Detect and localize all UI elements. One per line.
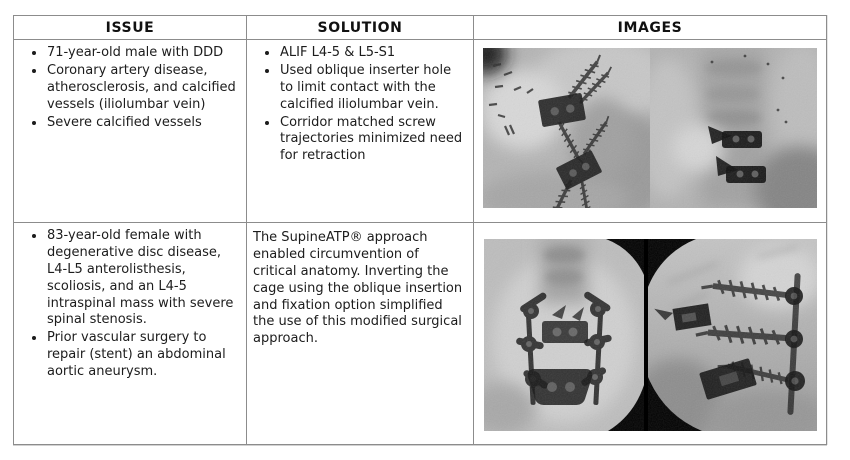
bullet-item: • Used oblique inserter hole to limit contact with the calcified iliolumbar vein. — [279, 63, 467, 114]
column-header-images — [474, 16, 826, 40]
solution-bullet-list-case1 — [251, 45, 467, 165]
bullet-item: • 71-year-old male with DDD — [46, 45, 240, 62]
issue-cell-case2 — [14, 223, 247, 444]
column-header-solution-label: SOLUTION — [317, 19, 403, 36]
solution-paragraph-case2: The SupineATP® approach enabled circumvention of critical anatomy. Inverting the cage using the oblique insertion and fixation option simplified the use of this modified surgical approach. — [253, 230, 463, 347]
xray-ap-alif-cages-graphic — [650, 48, 817, 208]
xray-lateral-posterior-fixation-graphic — [648, 239, 817, 431]
xray-image-pair-case1 — [483, 48, 817, 208]
xray-lateral-alif-cages-image — [483, 48, 650, 208]
solution-cell-case2 — [247, 223, 474, 444]
xray-lateral-posterior-fixation-image — [648, 239, 817, 431]
bullet-item: • Severe calcified vessels — [46, 115, 240, 132]
images-cell-case1 — [474, 40, 826, 223]
bullet-item: • Coronary artery disease, atherosclerosis, and calcified vessels (iliolumbar vein) — [46, 63, 240, 114]
xray-ap-alif-cages-image — [650, 48, 817, 208]
column-header-solution — [247, 16, 474, 40]
bullet-item: • Corridor matched screw trajectories minimized need for retraction — [279, 115, 467, 166]
column-header-images-label: IMAGES — [617, 19, 683, 36]
column-header-issue — [14, 16, 247, 40]
bullet-item: • Prior vascular surgery to repair (stent) an abdominal aortic aneurysm. — [46, 330, 240, 381]
xray-lateral-alif-cages-graphic — [483, 48, 650, 208]
bullet-item: • ALIF L4-5 & L5-S1 — [279, 45, 467, 62]
xray-image-pair-case2 — [484, 239, 817, 431]
issue-bullet-list-case2 — [18, 228, 240, 381]
bullet-item: • 83-year-old female with degenerative disc disease, L4-L5 anterolisthesis, scoliosis, and an L4-5 intraspinal mass with severe spinal stenosis. — [46, 228, 240, 329]
xray-ap-posterior-fixation-graphic — [484, 239, 644, 431]
column-header-issue-label: ISSUE — [105, 19, 155, 36]
case-study-table — [13, 15, 827, 445]
images-cell-case2 — [474, 223, 826, 444]
issue-cell-case1 — [14, 40, 247, 223]
xray-ap-posterior-fixation-image — [484, 239, 644, 431]
solution-cell-case1 — [247, 40, 474, 223]
issue-bullet-list-case1 — [18, 45, 240, 131]
